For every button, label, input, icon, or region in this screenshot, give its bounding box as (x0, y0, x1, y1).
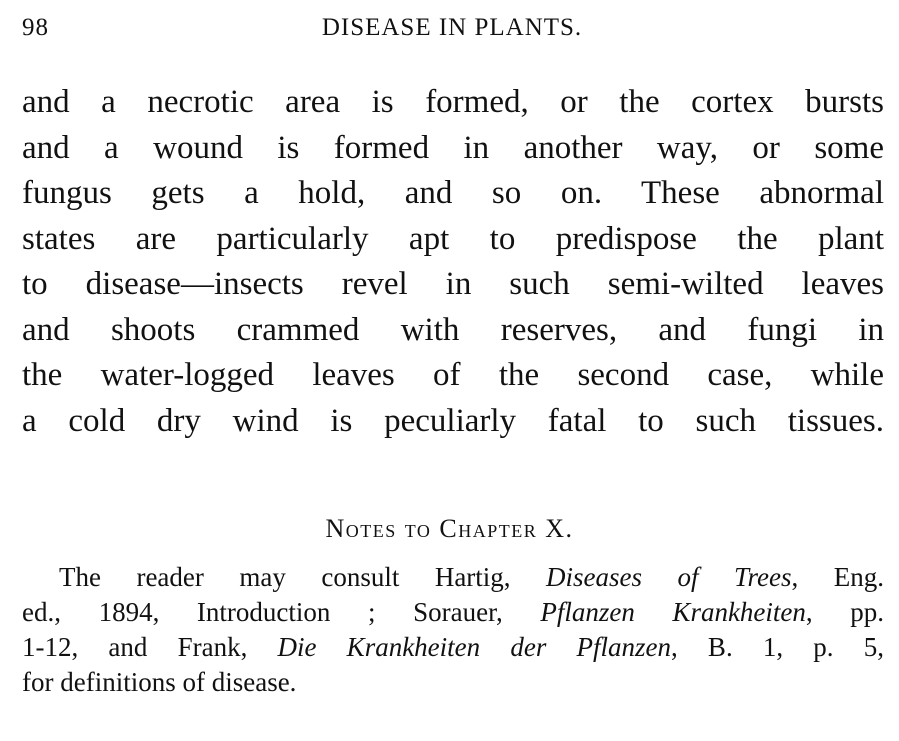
notes-text-run: The reader may consult Hartig, (59, 562, 547, 592)
notes-text-run: 1-12, and Frank, (22, 632, 278, 662)
body-line: states are particularly apt to predispose the plant (22, 220, 884, 257)
notes-text-run: , Eng. (791, 562, 884, 592)
notes-paragraph (22, 560, 884, 700)
body-line: and a wound is formed in another way, or some (22, 129, 884, 166)
body-paragraph (22, 80, 884, 444)
notes-heading: Notes to Chapter X. (325, 514, 574, 543)
body-line: a cold dry wind is peculiarly fatal to such tissues. (22, 402, 884, 439)
notes-text-run: , pp. (805, 597, 885, 627)
running-title: DISEASE IN PLANTS. (321, 14, 583, 41)
body-line: the water-logged leaves of the second case, while (22, 357, 884, 393)
notes-line (22, 630, 884, 665)
page-number: 98 (22, 14, 49, 41)
body-line: and shoots crammed with reserves, and fungi in (22, 311, 884, 348)
notes-text-run: , B. 1, p. 5, (671, 632, 884, 662)
notes-line: for definitions of disease. (22, 667, 297, 697)
body-line: and a necrotic area is formed, or the cortex bursts (22, 84, 884, 120)
citation-title: Diseases of Trees (546, 562, 792, 592)
notes-line (22, 560, 884, 595)
notes-line (22, 595, 884, 630)
body-line: to disease—insects revel in such semi-wilted leaves (22, 266, 884, 302)
body-line: fungus gets a hold, and so on. These abnormal (22, 175, 884, 211)
citation-title: Die Krankheiten der Pflanzen (277, 632, 671, 662)
running-head (22, 14, 882, 44)
notes-text-run: ed., 1894, Introduction ; Sorauer, (22, 597, 541, 627)
citation-title: Pflanzen Krankheiten (540, 597, 806, 627)
